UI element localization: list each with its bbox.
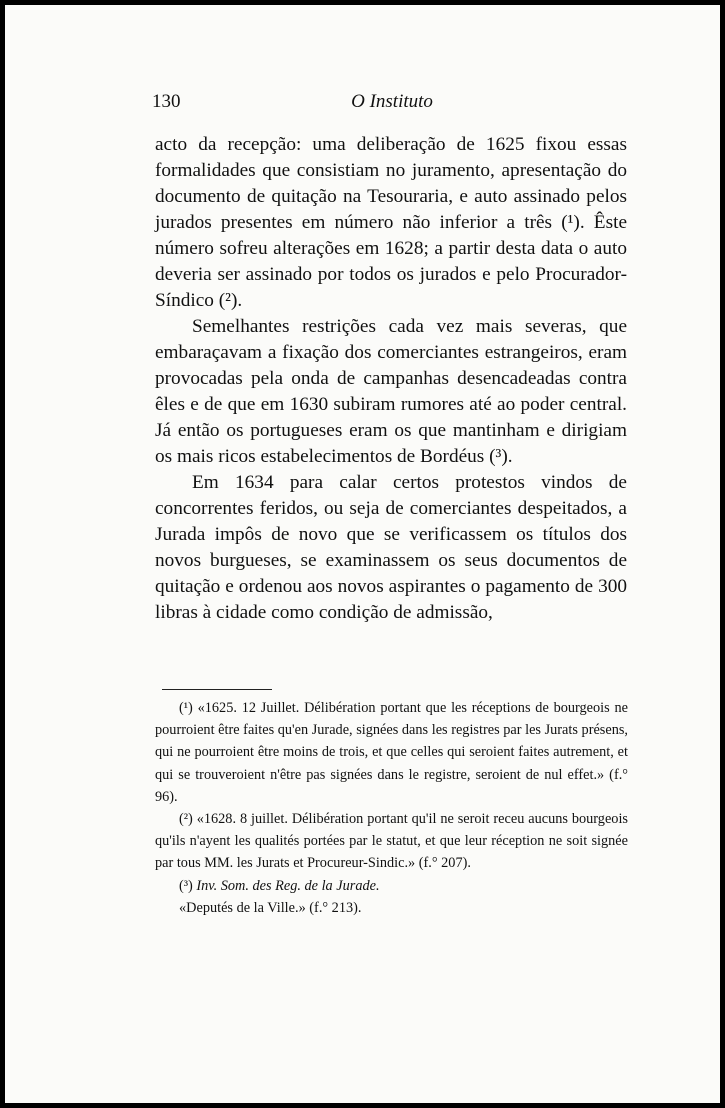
- main-text: [155, 132, 627, 626]
- footnote-divider: [162, 689, 272, 690]
- footnote-3-continuation: «Deputés de la Ville.» (f.° 213).: [179, 899, 362, 916]
- footnote-1: (¹) «1625. 12 Juillet. Délibération portant que les réceptions de bourgeois ne pourroient être faites qu'en Jurade, signées dans les registres par les Jurats présens, qui ne pourroient être moins de trois, et que celles qui seroient faites autrement, et qui se trouveroient n'être pas signées dans le registre, seroient de nul effet.» (f.° 96).: [155, 700, 628, 805]
- footnote-3-marker: (³): [179, 877, 193, 894]
- footnote-3-title: Inv. Som. des Reg. de la Jurade.: [196, 877, 380, 894]
- book-page: [5, 5, 720, 1103]
- footnotes: [155, 697, 628, 919]
- footnote-2: (²) «1628. 8 juillet. Délibération portant qu'il ne seroit receu aucuns bourgeois qu'ils n'ayent les qualités portées par le statut, et que leur réception ne soit signée par tous MM. les Jurats et Procureur-Sindic.» (f.° 207).: [155, 811, 628, 872]
- running-title: O Instituto: [351, 91, 433, 112]
- paragraph-2: Semelhantes restrições cada vez mais severas, que embaraçavam a fixação dos comerciantes estrangeiros, eram provocadas pela onda de campanhas desencadeadas contra êles e de que em 1630 subiram rumores até ao poder central. Já então os portugueses eram os que mantinham e dirigiam os mais ricos estabelecimentos de Bordéus (³).: [155, 316, 627, 467]
- paragraph-3: Em 1634 para calar certos protestos vindos de concorrentes feridos, ou seja de comerciantes despeitados, a Jurada impôs de novo que se verificassem os títulos dos novos burgueses, se examinassem os seus documentos de quitação e ordenou aos novos aspirantes o pagamento de 300 libras à cidade como condição de admissão,: [155, 472, 627, 623]
- page-number: 130: [152, 91, 181, 112]
- footnote-3: [155, 875, 628, 897]
- paragraph-1: acto da recepção: uma deliberação de 1625 fixou essas formalidades que consistiam no juramento, apresentação do documento de quitação na Tesouraria, e auto assinado pelos jurados presentes em número não inferior a três (¹). Êste número sofreu alterações em 1628; a partir desta data o auto deveria ser assinado por todos os jurados e pelo Procurador-Síndico (²).: [155, 134, 627, 311]
